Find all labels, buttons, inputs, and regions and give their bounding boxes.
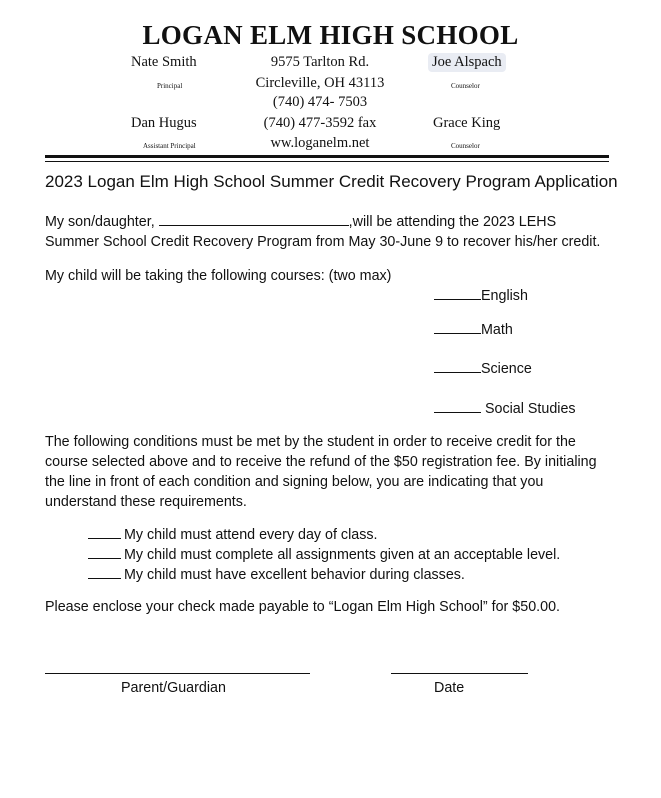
assistant-principal-role: Assistant Principal (143, 142, 196, 150)
course-english (434, 286, 528, 306)
course-social-studies (434, 399, 576, 419)
condition-3-text: My child must have excellent behavior during classes. (124, 567, 465, 583)
course-math-blank[interactable] (434, 322, 481, 334)
intro-suffix: ,will be attending the 2023 LEHS (348, 214, 557, 230)
student-name-blank[interactable] (159, 214, 349, 226)
course-social-studies-blank[interactable] (434, 401, 481, 413)
condition-item (88, 525, 377, 545)
letterhead-divider-thick (45, 155, 609, 158)
signature-label: Parent/Guardian (121, 680, 226, 696)
address-city: Circleville, OH 43113 (255, 75, 385, 91)
school-name: LOGAN ELM HIGH SCHOOL (142, 20, 519, 50)
course-math (434, 320, 513, 340)
address-phone: (740) 474- 7503 (272, 94, 368, 110)
condition-1-initial-blank[interactable] (88, 527, 121, 539)
condition-1-text: My child must attend every day of class. (124, 527, 378, 543)
course-social-studies-label: Social Studies (484, 401, 576, 417)
date-line[interactable] (391, 673, 528, 674)
counselor-1-role: Counselor (451, 82, 480, 90)
principal-name: Nate Smith (131, 54, 197, 70)
conditions-line-4: understand these requirements. (45, 494, 247, 510)
principal-role: Principal (157, 82, 183, 90)
address-fax: (740) 477-3592 fax (263, 115, 377, 131)
counselor-2-name: Grace King (433, 115, 501, 131)
courses-prompt: My child will be taking the following courses: (two max) (45, 268, 392, 284)
condition-item (88, 545, 560, 565)
address-street: 9575 Tarlton Rd. (270, 54, 370, 70)
payment-note: Please enclose your check made payable to “Logan Elm High School” for $50.00. (45, 599, 560, 615)
date-label: Date (434, 680, 465, 696)
address-website: ww.loganelm.net (270, 135, 370, 151)
counselor-2-role: Counselor (451, 142, 480, 150)
condition-2-initial-blank[interactable] (88, 547, 121, 559)
conditions-line-1: The following conditions must be met by the student in order to receive credit for the (45, 434, 576, 450)
course-math-label: Math (481, 322, 513, 338)
course-science (434, 359, 532, 379)
condition-3-initial-blank[interactable] (88, 567, 121, 579)
course-science-label: Science (481, 361, 532, 377)
condition-2-text: My child must complete all assignments given at an acceptable level. (124, 547, 561, 563)
course-english-label: English (481, 288, 528, 304)
intro-line-2: Summer School Credit Recovery Program from May 30-June 9 to recover his/her credit. (45, 234, 601, 250)
conditions-line-2: course selected above and to receive the refund of the $50 registration fee. By initialing (45, 454, 597, 470)
intro-prefix: My son/daughter, (45, 214, 155, 230)
condition-item (88, 565, 465, 585)
intro-line-1 (45, 212, 556, 232)
form-title: 2023 Logan Elm High School Summer Credit Recovery Program Application (45, 172, 618, 191)
counselor-1-name: Joe Alspach (428, 53, 506, 72)
signature-line[interactable] (45, 673, 310, 674)
letterhead-divider-thin (45, 161, 609, 162)
course-english-blank[interactable] (434, 288, 481, 300)
assistant-principal-name: Dan Hugus (131, 115, 197, 131)
conditions-line-3: the line in front of each condition and signing below, you are indicating that you (45, 474, 544, 490)
course-science-blank[interactable] (434, 361, 481, 373)
